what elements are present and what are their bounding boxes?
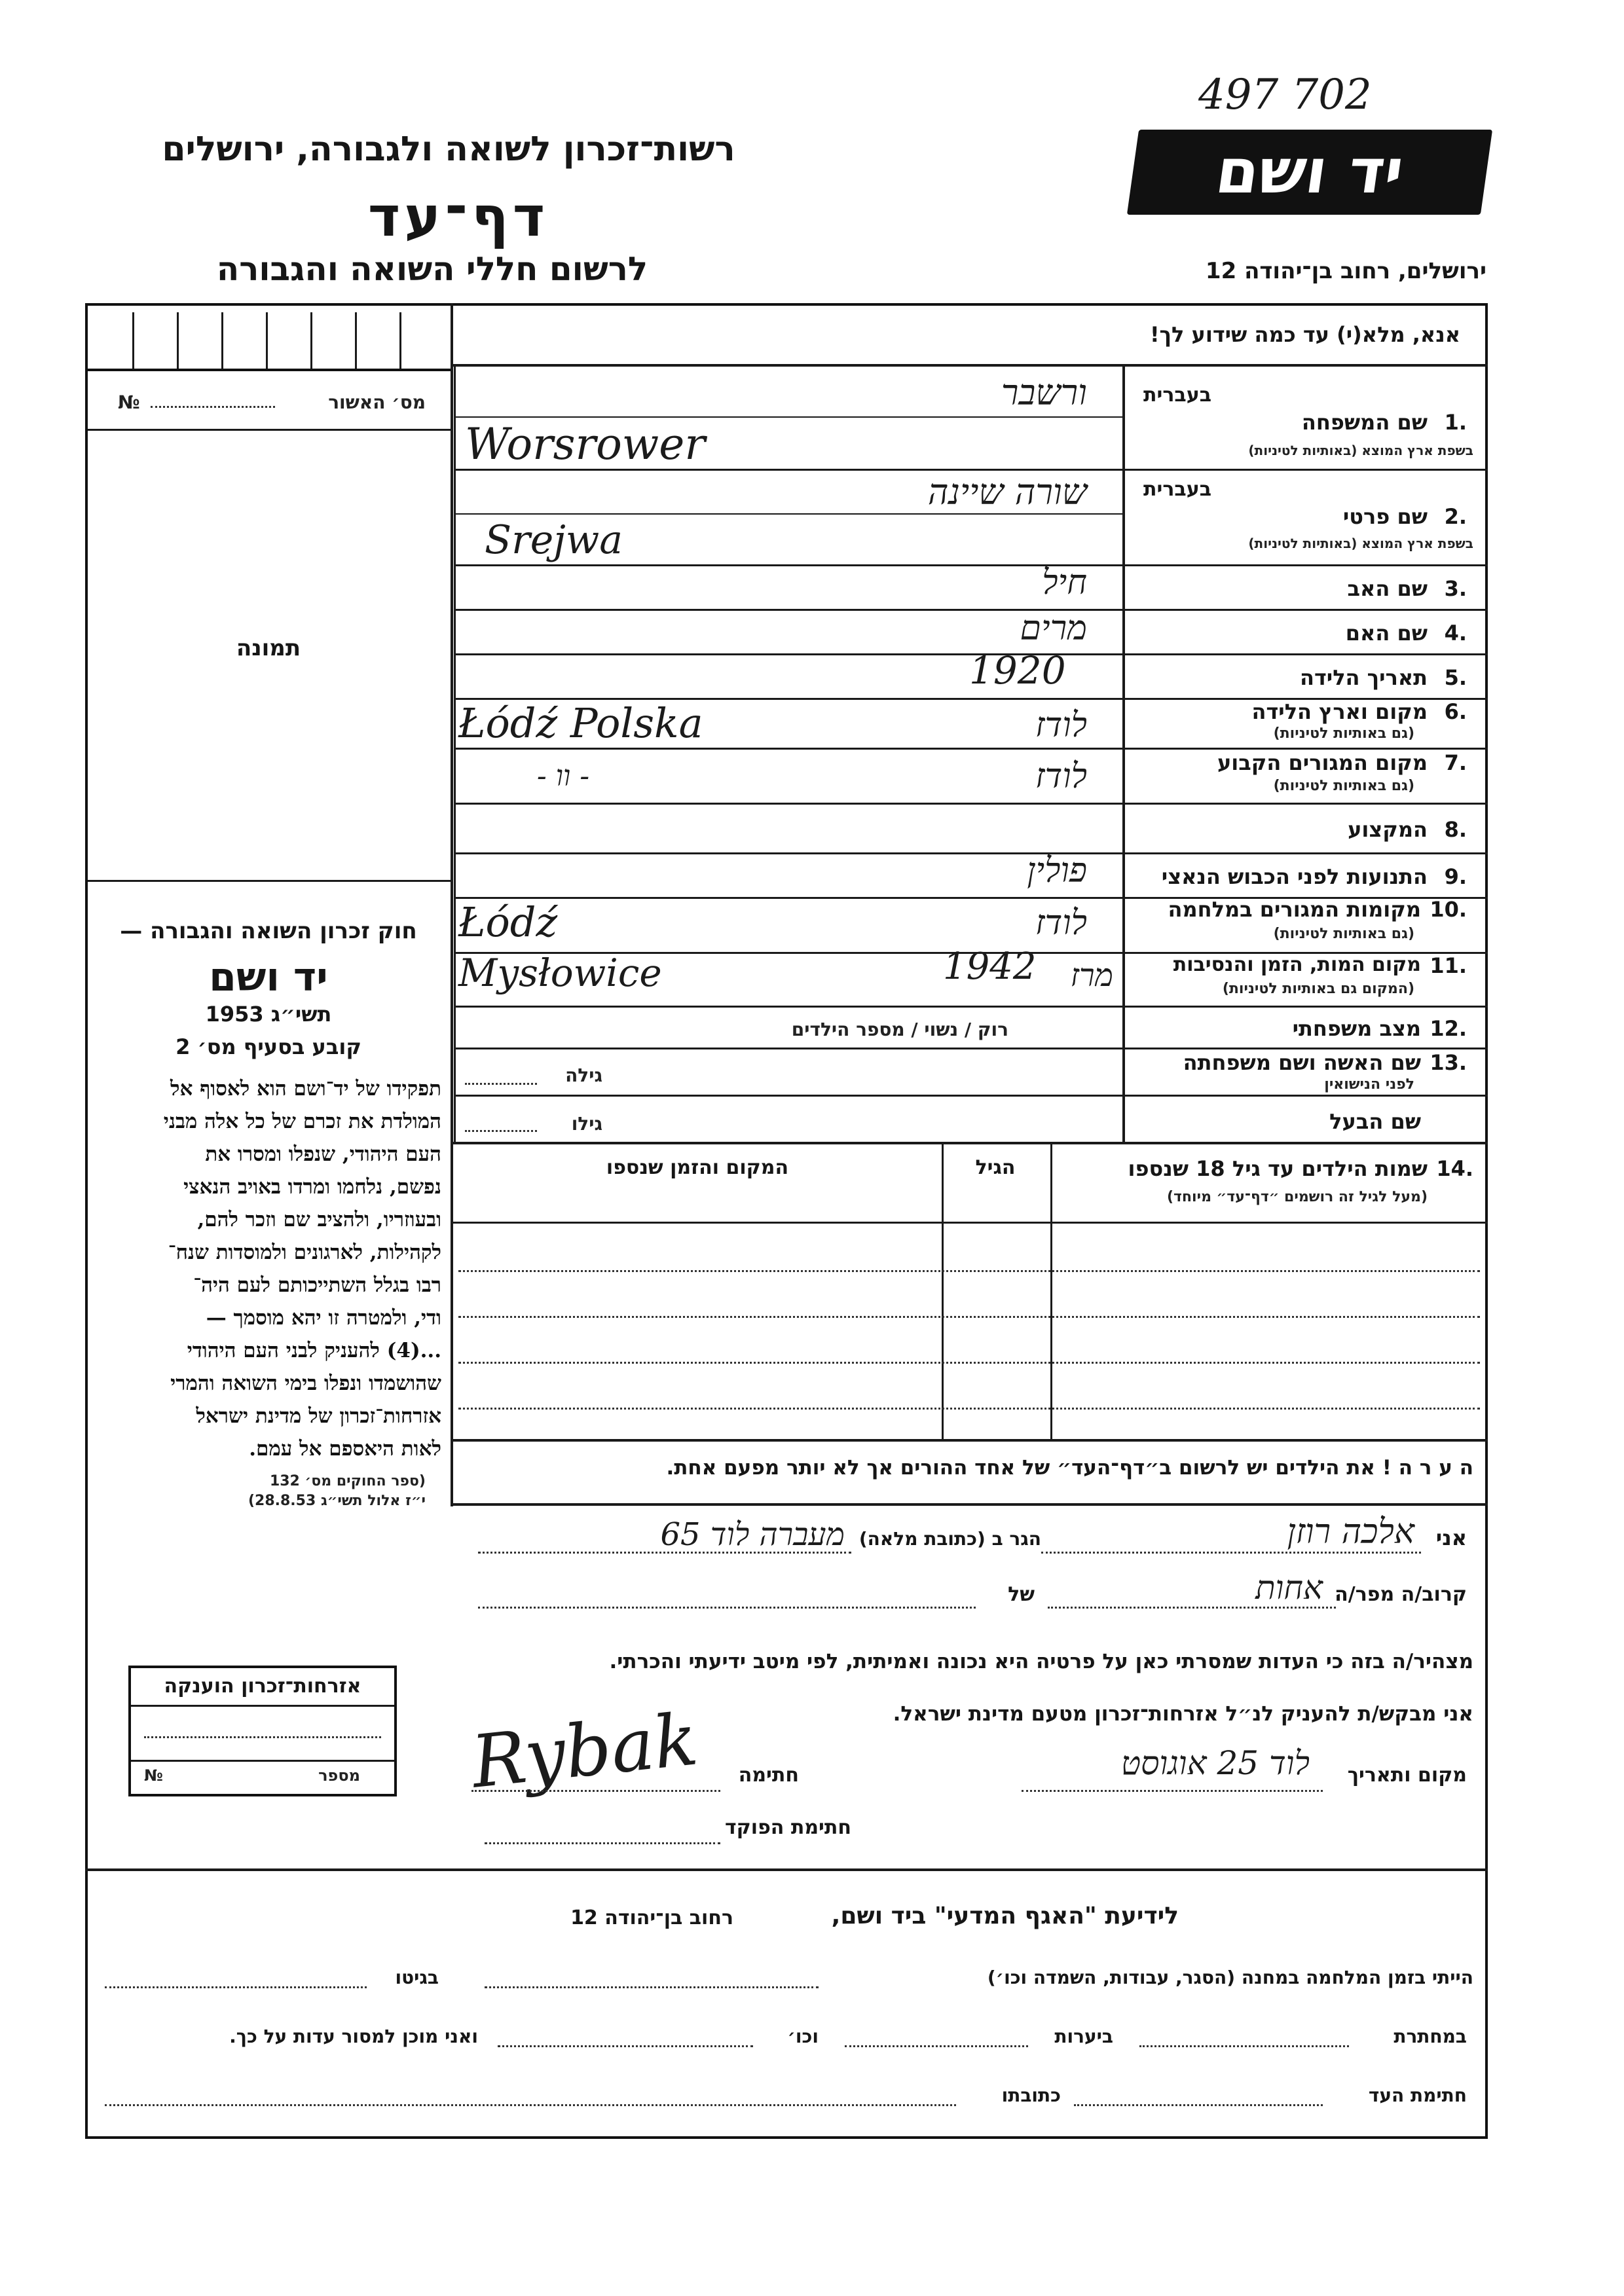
field-9-label: התנועות לפני הכבוש הנאצי	[1161, 864, 1428, 889]
witness-name-value[interactable]: אלכה רוזן	[1287, 1512, 1414, 1552]
field-2-hebrew-tag: בעברית	[1143, 478, 1211, 501]
relation-line	[1048, 1607, 1336, 1609]
death-place-latin-value[interactable]: Mysłowice	[458, 951, 662, 995]
witness-address-value[interactable]: מעברה לוד 65	[660, 1516, 845, 1553]
witness-address-line	[478, 1552, 851, 1554]
surname-latin-value[interactable]: Worsrower	[465, 419, 705, 469]
note-text: ה ע ר ה ! את הילדים יש לרשום ב״דף־העד״ של אחד ההורים אך לא יותר מפעם אחת.	[666, 1456, 1473, 1480]
law-line: אזרחות־זכרון של מדינת ישראל	[196, 1404, 441, 1428]
citizenship-no-sign: №	[144, 1766, 163, 1785]
field-10-sub-label: (גם באותיות לטיניות)	[1273, 926, 1414, 942]
law-line: ודי, ולמטרה זו יהא מוסמך —	[206, 1306, 441, 1330]
children-row[interactable]	[458, 1316, 1480, 1318]
signature-label: חתימה	[738, 1764, 799, 1787]
husband-name-label: שם הבעל	[1329, 1109, 1421, 1134]
forests-field[interactable]	[845, 2045, 1028, 2047]
underground-field[interactable]	[1139, 2045, 1349, 2047]
children-sub-label: (מעל לגיל זה רושמים ״דף־עד״ מיוחד)	[1166, 1189, 1428, 1205]
surname-hebrew-value[interactable]: ורשבר	[1001, 372, 1087, 413]
field-2-sub-label: בשפת ארץ המוצא (באותיות לטיניות)	[1248, 536, 1473, 551]
intro-instruction: אנא, מלא(י) עד כמה שידוע לך!	[1149, 322, 1460, 347]
law-line: ...(4) להעניק לבני העם היהודי	[187, 1339, 441, 1362]
birth-date-value[interactable]: 1920	[969, 648, 1066, 693]
field-11-number: 11.	[1430, 953, 1467, 978]
bottom-signature-field[interactable]	[1074, 2104, 1323, 2106]
field-7-number: 7.	[1444, 750, 1467, 775]
children-label: שמות הילדים עד גיל 18 שנספו	[1128, 1156, 1428, 1181]
field-3-label: שם האב	[1347, 576, 1428, 601]
field-3-number: 3.	[1444, 576, 1467, 601]
husband-age-label: גילו	[571, 1113, 602, 1135]
children-age-header: הגיל	[975, 1156, 1016, 1179]
law-reference-date: י״ז אלול תשי״ג 28.8.53)	[248, 1493, 426, 1509]
testimony-offer-text: ואני מוכן למסור עדות על כך.	[229, 2026, 478, 2047]
field-13-label: שם האשה ושם משפחתה	[1183, 1050, 1421, 1075]
official-signature-line[interactable]	[485, 1842, 720, 1844]
field-13-number: 13.	[1430, 1050, 1467, 1075]
field-4-number: 4.	[1444, 621, 1467, 646]
field-7-label: מקום המגורים הקבוע	[1217, 750, 1428, 775]
wife-age-field[interactable]	[465, 1083, 537, 1085]
father-name-value[interactable]: חיל	[1042, 563, 1087, 602]
field-13-sub-label: לפני הנישואין	[1324, 1076, 1414, 1093]
birth-place-hebrew-value[interactable]: לודז	[1035, 706, 1087, 745]
ghetto-label: בגיטו	[395, 1967, 439, 1988]
law-reference: (ספר החוקים מס׳ 132	[269, 1473, 426, 1489]
children-age-divider	[942, 1144, 944, 1439]
bottom-title: לידיעת "האגף המדעי" ביד ושם,	[831, 1903, 1179, 1929]
law-text	[96, 1072, 441, 1465]
residence-hebrew-value[interactable]: לודז	[1035, 757, 1087, 796]
bottom-section-separator	[85, 1868, 1488, 1871]
etc-label: וכו׳	[787, 2026, 819, 2047]
field-5-number: 5.	[1444, 665, 1467, 690]
approval-no-sign: №	[118, 392, 140, 413]
field-10-number: 10.	[1430, 897, 1467, 922]
children-label-divider	[1050, 1144, 1052, 1439]
form-subtitle: לרשום חללי השואה והגבורה	[216, 250, 648, 288]
label-column-divider	[1122, 364, 1125, 1142]
field-8-number: 8.	[1444, 817, 1467, 842]
witness-signature-label: חתימת העד	[1368, 2085, 1467, 2106]
field-12-label: מצב משפחתי	[1292, 1016, 1421, 1041]
law-title: חוק זכרון השואה והגבורה —	[120, 918, 417, 944]
field-6-number: 6.	[1444, 699, 1467, 724]
of-line[interactable]	[478, 1607, 976, 1609]
children-number: 14.	[1436, 1156, 1473, 1181]
field-1-sub-label: בשפת ארץ המוצא (באותיות לטיניות)	[1248, 443, 1473, 458]
official-signature-label: חתימת הפוקד	[725, 1816, 851, 1839]
left-column-divider	[451, 303, 453, 1506]
birth-place-latin-value[interactable]: Łódź Polska	[458, 699, 703, 747]
witness-ani-label: אני	[1435, 1525, 1467, 1550]
field-8-label: המקצוע	[1348, 817, 1428, 842]
children-row[interactable]	[458, 1408, 1480, 1410]
reference-number: 497 702	[1198, 71, 1372, 119]
wartime-camp-text: הייתי בזמן המלחמה במחנה (הסגר, עבודות, השמדה וכו׳)	[987, 1967, 1473, 1988]
photo-placeholder-label: תמונה	[236, 635, 301, 661]
field-11-label: מקום המות, הזמן והנסיבות	[1173, 953, 1421, 976]
place-date-value[interactable]: לוד 25 אוגוסט	[1120, 1744, 1310, 1782]
relation-label: קרוב/ה מפר/ה	[1335, 1583, 1467, 1606]
field-12-number: 12.	[1430, 1016, 1467, 1041]
pre-war-movements-value[interactable]: פולין	[1027, 851, 1087, 890]
citizenship-box-separator-2	[131, 1760, 394, 1762]
field-6-label: מקום וארץ הלידה	[1251, 699, 1428, 724]
place-date-line	[1022, 1790, 1323, 1792]
address: ירושלים, רחוב בן־יהודה 12	[1205, 258, 1486, 284]
note-separator	[453, 1503, 1488, 1506]
declaration-text: מצהיר/ה בזה כי העדות שמסרתי כאן על פרטיה היא נכונה ואמיתית, לפי מיטב ידיעתי והכרתי.	[609, 1650, 1473, 1673]
of-label: של	[1008, 1583, 1035, 1606]
field-7-sub-label: (גם באותיות לטיניות)	[1273, 778, 1414, 794]
citizenship-box-line[interactable]	[144, 1736, 381, 1738]
law-line: לאות היאספם אל עמם.	[249, 1437, 441, 1461]
citizenship-box	[128, 1666, 397, 1796]
relation-value[interactable]: אחות	[1255, 1569, 1323, 1607]
law-line: העם היהודי, שנפלו ומסרו את	[205, 1142, 441, 1166]
law-line: רבו בגלל השתייכותם לעם היה־	[193, 1273, 441, 1297]
witness-signature[interactable]: Rybak	[468, 1697, 702, 1804]
field-4-label: שם האם	[1345, 621, 1428, 646]
death-place-hebrew-value[interactable]: מרז	[1070, 957, 1113, 994]
field-2-number: 2.	[1444, 504, 1467, 529]
first-name-latin-value[interactable]: Srejwa	[485, 517, 623, 563]
law-line: נפשם, נלחמו ומרדו באויב הנאצי	[183, 1175, 441, 1199]
law-section: קובע בסעיף מס׳ 2	[175, 1034, 361, 1059]
etc-field[interactable]	[498, 2045, 753, 2047]
witness-address-bottom-label: כתובתו	[1001, 2085, 1061, 2106]
children-header-separator	[453, 1222, 1488, 1224]
witness-address-label: הגר ב (כתובת מלאה)	[858, 1528, 1041, 1550]
first-name-hebrew-value[interactable]: שורה שיינה	[927, 471, 1087, 513]
underground-label: במחתרת	[1393, 2026, 1467, 2047]
field-1-number: 1.	[1444, 410, 1467, 435]
field-6-sub-label: (גם באותיות לטיניות)	[1273, 725, 1414, 742]
field-1-label: שם המשפחה	[1301, 410, 1428, 435]
citizenship-box-separator	[131, 1705, 394, 1707]
children-table-bottom	[453, 1439, 1488, 1442]
tick-boxes	[88, 306, 451, 371]
field-1-hebrew-tag: בעברית	[1143, 384, 1211, 407]
citizenship-box-title: אזרחות־זכרון הוענקה	[164, 1675, 361, 1698]
residence-latin-value[interactable]: - וו -	[536, 759, 590, 793]
wartime-residence-latin-value[interactable]: Łódź	[458, 898, 558, 946]
citizenship-request-text: אני מבקש/ת להעניק לנ״ל אזרחות־זכרון מטעם מדינת ישראל.	[893, 1702, 1473, 1726]
marital-status-options: רוק / נשוי / מספר הילדים	[791, 1019, 1008, 1040]
bottom-address: רחוב בן־יהודה 12	[570, 1906, 733, 1929]
field-9-number: 9.	[1444, 864, 1467, 889]
children-row[interactable]	[458, 1362, 1480, 1364]
photo-separator	[88, 880, 451, 882]
authority-name: רשות־זכרון לשואה ולגבורה, ירושלים	[162, 130, 735, 169]
place-date-label: מקום ותאריך	[1347, 1764, 1467, 1787]
husband-age-field[interactable]	[465, 1130, 537, 1132]
witness-name-line	[1041, 1552, 1421, 1554]
law-line: שהושמדו ונפלו בימי השואה והמרי	[170, 1372, 441, 1395]
mother-name-value[interactable]: מרים	[1020, 609, 1087, 648]
citizenship-number-label: מספר	[318, 1766, 360, 1785]
law-line: לקהילות, לארגונים ולמוסדות שנח־	[168, 1241, 441, 1264]
field-11-sub-label: (המקום גם באותיות לטיניות)	[1222, 981, 1414, 997]
wartime-residence-hebrew-value[interactable]: לודז	[1035, 903, 1087, 943]
wartime-camp-field[interactable]	[485, 1986, 819, 1988]
law-line: תפקידו של יד־ושם הוא לאסוף אל	[170, 1077, 441, 1101]
law-line: המולדת את זכרם של כל אלה מבני	[163, 1110, 441, 1133]
law-line: ובעוזריו, ולהציב שם וזכר להם,	[197, 1208, 441, 1231]
field-10-label: מקומות המגורים במלחמה	[1168, 897, 1421, 922]
forests-label: ביערות	[1054, 2026, 1113, 2047]
signature-line	[471, 1790, 720, 1792]
approval-label: מס׳ האשור	[328, 392, 426, 413]
children-place-header: המקום והזמן שנספו	[606, 1156, 789, 1179]
approval-separator	[88, 429, 451, 431]
death-year-value[interactable]: 1942	[943, 945, 1037, 988]
approval-number-field[interactable]	[151, 406, 275, 408]
law-year: תשי״ג 1953	[205, 1002, 332, 1027]
law-name: יד ושם	[209, 955, 328, 1000]
form-title: דף־עד	[367, 185, 549, 249]
field-2-label: שם פרטי	[1342, 504, 1428, 529]
field-5-label: תאריך הלידה	[1299, 665, 1428, 690]
children-row[interactable]	[458, 1270, 1480, 1272]
bottom-address-field[interactable]	[105, 2104, 956, 2106]
wife-age-label: גילה	[565, 1065, 602, 1086]
yad-vashem-logo: יד ושם	[1127, 130, 1492, 215]
value-column-border	[454, 364, 456, 1142]
intro-separator	[453, 364, 1488, 367]
ghetto-field[interactable]	[105, 1986, 367, 1988]
